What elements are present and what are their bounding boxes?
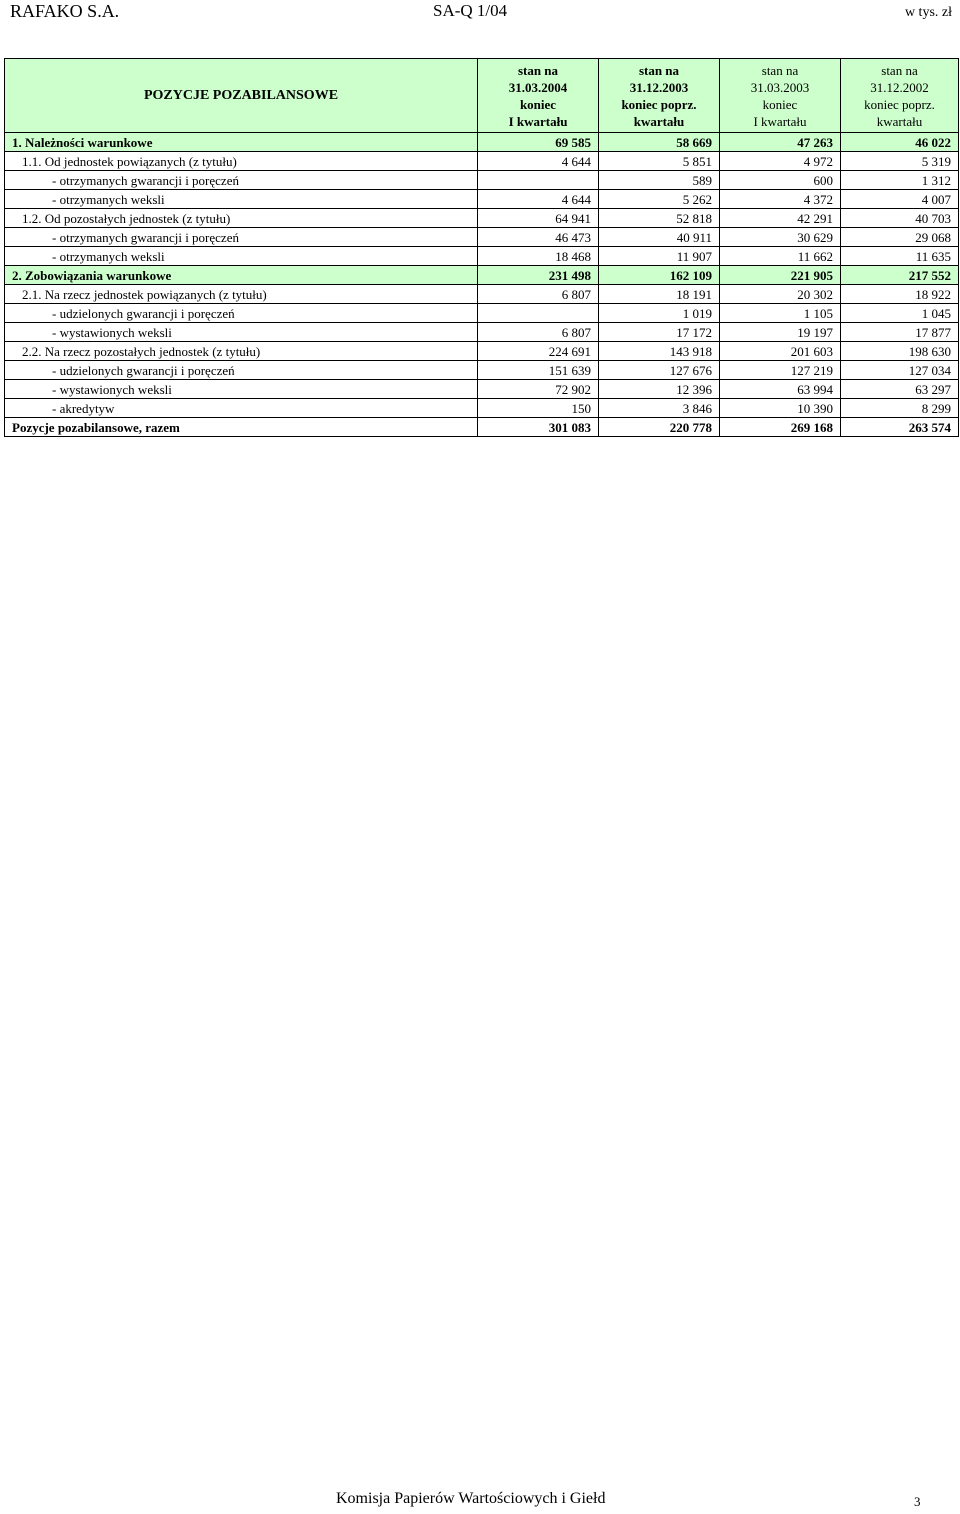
- company-name: RAFAKO S.A.: [10, 1, 120, 21]
- value-cell: 64 941: [478, 209, 599, 228]
- value-cell: 30 629: [720, 228, 841, 247]
- value-cell: 69 585: [478, 133, 599, 152]
- value-cell: 162 109: [599, 266, 720, 285]
- value-cell: 4 007: [841, 190, 959, 209]
- value-cell: 231 498: [478, 266, 599, 285]
- value-cell: 1 312: [841, 171, 959, 190]
- table-row: [5, 209, 959, 228]
- row-label: - wystawionych weksli: [5, 380, 478, 399]
- table-row: [5, 285, 959, 304]
- row-label: 2.1. Na rzecz jednostek powiązanych (z tytułu): [5, 285, 478, 304]
- value-cell: [478, 304, 599, 323]
- row-label: - otrzymanych weksli: [5, 247, 478, 266]
- value-cell: [478, 171, 599, 190]
- value-cell: 29 068: [841, 228, 959, 247]
- value-cell: 5 262: [599, 190, 720, 209]
- value-cell: 63 297: [841, 380, 959, 399]
- value-cell: 6 807: [478, 323, 599, 342]
- column-header: stan na 31.12.2002 koniec poprz. kwartału: [841, 59, 959, 133]
- table-row: [5, 228, 959, 247]
- value-cell: 19 197: [720, 323, 841, 342]
- value-cell: 11 907: [599, 247, 720, 266]
- table-row: [5, 171, 959, 190]
- value-cell: 58 669: [599, 133, 720, 152]
- row-label: - otrzymanych gwarancji i poręczeń: [5, 228, 478, 247]
- row-label: Pozycje pozabilansowe, razem: [5, 418, 478, 437]
- value-cell: 6 807: [478, 285, 599, 304]
- value-cell: 47 263: [720, 133, 841, 152]
- value-cell: 263 574: [841, 418, 959, 437]
- value-cell: 46 473: [478, 228, 599, 247]
- unit-label: w tys. zł: [904, 5, 952, 20]
- table-row: [5, 418, 959, 437]
- table-row: [5, 380, 959, 399]
- label-column-header: POZYCJE POZABILANSOWE: [5, 59, 478, 133]
- value-cell: 201 603: [720, 342, 841, 361]
- table-row: [5, 304, 959, 323]
- value-cell: 269 168: [720, 418, 841, 437]
- value-cell: 42 291: [720, 209, 841, 228]
- value-cell: 4 972: [720, 152, 841, 171]
- value-cell: 4 372: [720, 190, 841, 209]
- value-cell: 1 019: [599, 304, 720, 323]
- value-cell: 1 105: [720, 304, 841, 323]
- value-cell: 11 662: [720, 247, 841, 266]
- value-cell: 3 846: [599, 399, 720, 418]
- off-balance-table: [4, 58, 959, 437]
- row-label: - akredytyw: [5, 399, 478, 418]
- value-cell: 224 691: [478, 342, 599, 361]
- value-cell: 4 644: [478, 152, 599, 171]
- table-row: [5, 342, 959, 361]
- value-cell: 5 851: [599, 152, 720, 171]
- value-cell: 600: [720, 171, 841, 190]
- row-label: 2. Zobowiązania warunkowe: [5, 266, 478, 285]
- table-row: [5, 323, 959, 342]
- value-cell: 217 552: [841, 266, 959, 285]
- row-label: - otrzymanych weksli: [5, 190, 478, 209]
- report-id: SA-Q 1/04: [433, 1, 508, 20]
- value-cell: 40 703: [841, 209, 959, 228]
- value-cell: 127 219: [720, 361, 841, 380]
- value-cell: 18 468: [478, 247, 599, 266]
- row-label: - wystawionych weksli: [5, 323, 478, 342]
- value-cell: 10 390: [720, 399, 841, 418]
- table-row: [5, 133, 959, 152]
- column-header: stan na 31.03.2004 koniec I kwartału: [478, 59, 599, 133]
- row-label: 1.1. Od jednostek powiązanych (z tytułu): [5, 152, 478, 171]
- row-label: 2.2. Na rzecz pozostałych jednostek (z tytułu): [5, 342, 478, 361]
- row-label: - udzielonych gwarancji i poręczeń: [5, 304, 478, 323]
- value-cell: 63 994: [720, 380, 841, 399]
- value-cell: 301 083: [478, 418, 599, 437]
- column-header: stan na 31.03.2003 koniec I kwartału: [720, 59, 841, 133]
- row-label: - udzielonych gwarancji i poręczeń: [5, 361, 478, 380]
- table-row: [5, 399, 959, 418]
- table-row: [5, 190, 959, 209]
- value-cell: 150: [478, 399, 599, 418]
- value-cell: 4 644: [478, 190, 599, 209]
- table-row: [5, 152, 959, 171]
- value-cell: 5 319: [841, 152, 959, 171]
- table-header-row: [5, 59, 959, 133]
- row-label: - otrzymanych gwarancji i poręczeń: [5, 171, 478, 190]
- value-cell: 127 034: [841, 361, 959, 380]
- footer-text: Komisja Papierów Wartościowych i Giełd: [336, 1490, 606, 1507]
- value-cell: 40 911: [599, 228, 720, 247]
- value-cell: 52 818: [599, 209, 720, 228]
- table-row: [5, 247, 959, 266]
- value-cell: 1 045: [841, 304, 959, 323]
- table-row: [5, 361, 959, 380]
- page-number: 3: [914, 1494, 921, 1509]
- value-cell: 17 877: [841, 323, 959, 342]
- value-cell: 220 778: [599, 418, 720, 437]
- value-cell: 72 902: [478, 380, 599, 399]
- value-cell: 198 630: [841, 342, 959, 361]
- value-cell: 151 639: [478, 361, 599, 380]
- column-header: stan na 31.12.2003 koniec poprz. kwartału: [599, 59, 720, 133]
- value-cell: 46 022: [841, 133, 959, 152]
- value-cell: 589: [599, 171, 720, 190]
- value-cell: 11 635: [841, 247, 959, 266]
- value-cell: 143 918: [599, 342, 720, 361]
- value-cell: 20 302: [720, 285, 841, 304]
- table-row: [5, 266, 959, 285]
- value-cell: 18 191: [599, 285, 720, 304]
- value-cell: 18 922: [841, 285, 959, 304]
- row-label: 1.2. Od pozostałych jednostek (z tytułu): [5, 209, 478, 228]
- value-cell: 127 676: [599, 361, 720, 380]
- value-cell: 221 905: [720, 266, 841, 285]
- row-label: 1. Należności warunkowe: [5, 133, 478, 152]
- value-cell: 12 396: [599, 380, 720, 399]
- value-cell: 8 299: [841, 399, 959, 418]
- value-cell: 17 172: [599, 323, 720, 342]
